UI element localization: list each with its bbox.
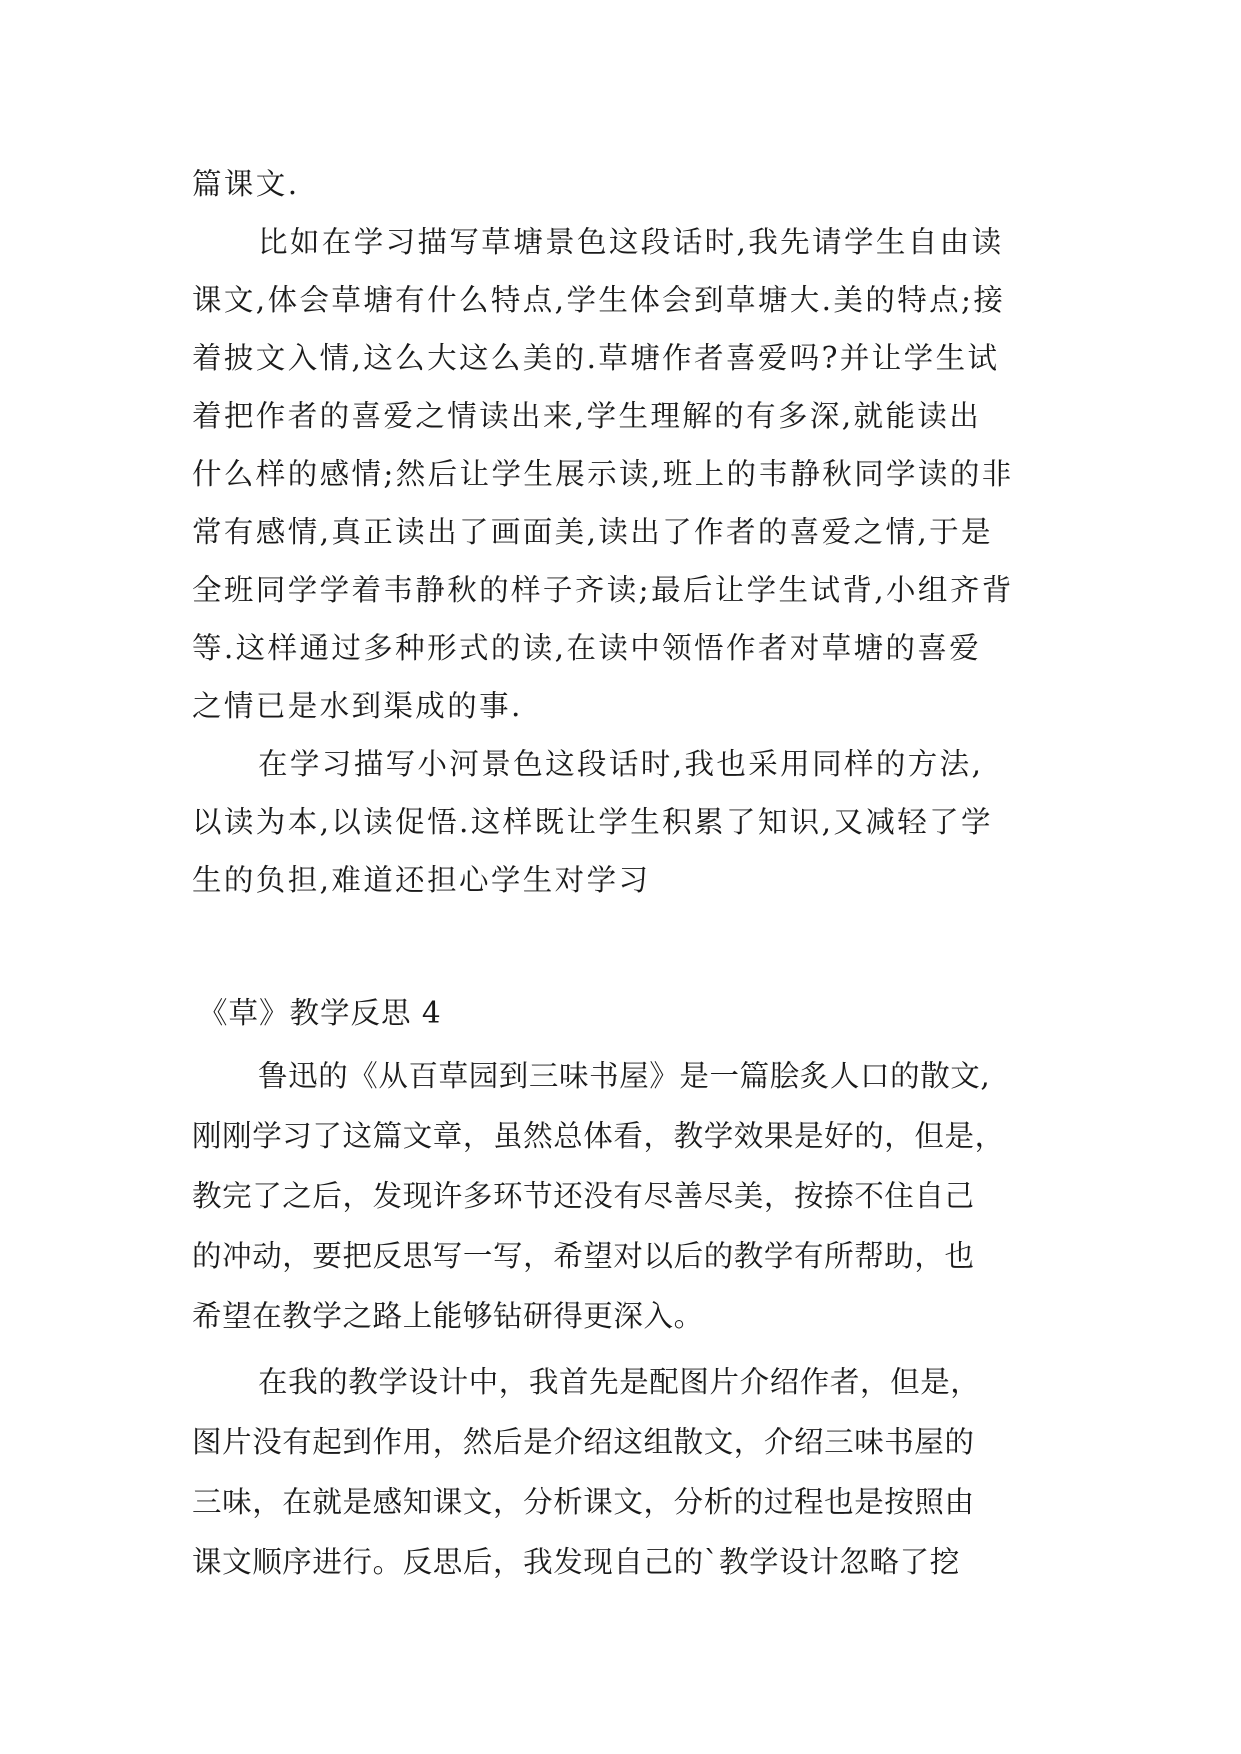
paragraph-line: 全班同学学着韦静秋的样子齐读;最后让学生试背,小组齐背 [192, 573, 1014, 607]
paragraph-line: 希望在教学之路上能够钻研得更深入。 [192, 1299, 704, 1333]
paragraph-line: 在学习描写小河景色这段话时,我也采用同样的方法, [258, 747, 984, 781]
paragraph-line: 鲁迅的《从百草园到三味书屋》是一篇脍炙人口的散文, [258, 1059, 991, 1093]
paragraph-line: 三味，在就是感知课文，分析课文，分析的过程也是按照由 [192, 1485, 975, 1519]
paragraph-line: 之情已是水到渠成的事. [192, 689, 523, 723]
paragraph-line: 在我的教学设计中，我首先是配图片介绍作者，但是， [258, 1365, 981, 1399]
paragraph-line: 以读为本,以读促悟.这样既让学生积累了知识,又减轻了学 [192, 805, 993, 839]
paragraph-line: 刚刚学习了这篇文章，虽然总体看，教学效果是好的，但是， [192, 1119, 1005, 1153]
paragraph-line: 常有感情,真正读出了画面美,读出了作者的喜爱之情,于是 [192, 515, 993, 549]
paragraph-line: 生的负担,难道还担心学生对学习 [192, 863, 651, 897]
paragraph-line: 什么样的感情;然后让学生展示读,班上的韦静秋同学读的非 [192, 457, 1014, 491]
paragraph-line: 着披文入情,这么大这么美的.草塘作者喜爱吗?并让学生试 [192, 341, 1000, 375]
section-heading: 《草》教学反思 4 [198, 996, 442, 1030]
paragraph-line: 着把作者的喜爱之情读出来,学生理解的有多深,就能读出 [192, 399, 982, 433]
paragraph-line: 等.这样通过多种形式的读,在读中领悟作者对草塘的喜爱 [192, 631, 982, 665]
paragraph-line: 课文顺序进行。反思后，我发现自己的`教学设计忽略了挖 [192, 1545, 960, 1579]
paragraph-line: 的冲动，要把反思写一写，希望对以后的教学有所帮助，也 [192, 1239, 975, 1273]
paragraph-line: 篇课文. [192, 167, 300, 201]
paragraph-line: 图片没有起到作用，然后是介绍这组散文，介绍三味书屋的 [192, 1425, 975, 1459]
paragraph-line: 课文,体会草塘有什么特点,学生体会到草塘大.美的特点;接 [192, 283, 1006, 317]
paragraph-line: 比如在学习描写草塘景色这段话时,我先请学生自由读 [258, 225, 1004, 259]
paragraph-line: 教完了之后，发现许多环节还没有尽善尽美，按捺不住自己 [192, 1179, 975, 1213]
